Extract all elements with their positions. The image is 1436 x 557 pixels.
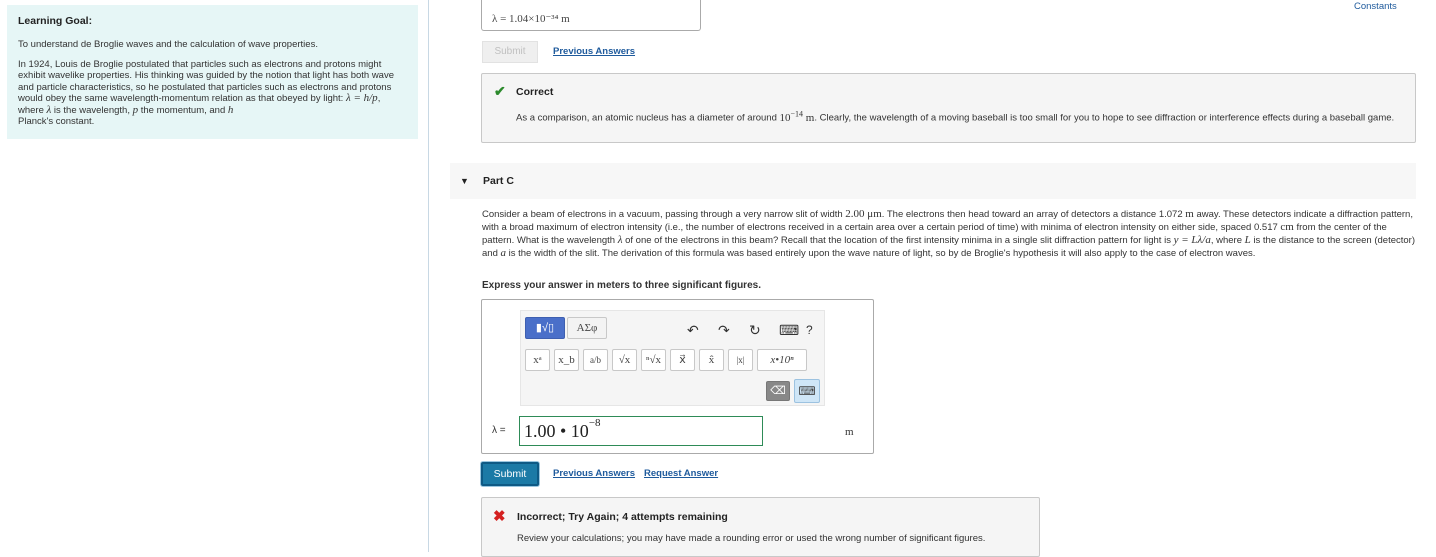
x-icon: ✖ <box>493 508 506 525</box>
keyboard-toggle-icon[interactable]: ⌨ <box>794 379 820 403</box>
learning-goal-panel <box>7 5 418 139</box>
answer-value <box>524 417 601 442</box>
formula: λ = h/p <box>345 92 378 104</box>
answer-variable-label: λ = <box>492 425 506 436</box>
previous-answers-link[interactable]: Previous Answers <box>553 468 636 479</box>
column-divider <box>428 0 429 552</box>
text: is the wavelength, <box>51 104 133 116</box>
symbol-p: p <box>132 103 139 116</box>
request-answer-link[interactable]: Request Answer <box>644 468 719 479</box>
text: is the distance to the screen (detector) and <box>482 235 1415 259</box>
slit-width: 2.00 μm <box>845 208 882 220</box>
answer-unit: m <box>845 426 854 438</box>
keyboard-shortcuts-icon[interactable]: ⌨ <box>779 322 800 338</box>
text: , where <box>1210 235 1245 246</box>
text: away. These detectors indicate a diffraction pattern, with a broad maximum of electron intensity (i.e., the number of electrons received in a certain area over a certain period of time) with minima of electron intensity on either side, spaced 0.517 <box>482 209 1413 233</box>
symbol-lambda: λ <box>46 103 52 116</box>
learning-goal-intro: To understand de Broglie waves and the calculation of wave properties. <box>18 39 318 50</box>
square-root-button[interactable]: √x <box>612 349 637 371</box>
backspace-icon[interactable]: ⌫ <box>766 381 790 401</box>
scientific-notation-button[interactable]: x•10ⁿ <box>757 349 807 371</box>
exponent: −8 <box>588 417 601 429</box>
part-c-label: Part C <box>483 175 514 187</box>
text: of one of the electrons in this beam? Recall that the location of the first intensity minima in a single slit diffraction pattern for light is <box>622 235 1174 246</box>
symbol-lambda: λ <box>617 234 623 246</box>
text: Consider a beam of electrons in a vacuum, passing through a very narrow slit of width <box>482 209 846 220</box>
templates-button[interactable]: ▮√▯ <box>525 317 565 339</box>
answer-entry-box <box>481 299 874 454</box>
previous-answer-box <box>481 0 701 31</box>
symbol-L: L <box>1244 234 1251 246</box>
previous-submit-button[interactable]: Submit <box>482 41 538 63</box>
incorrect-title: Incorrect; Try Again; 4 attempts remaining <box>517 511 728 523</box>
num: 10 <box>779 111 791 124</box>
incorrect-feedback <box>481 497 1040 557</box>
greek-symbols-button[interactable]: ΑΣφ <box>567 317 607 339</box>
unit: m <box>1185 208 1194 220</box>
text: the momentum, and <box>138 104 228 116</box>
collapse-triangle-icon[interactable]: ▼ <box>460 176 469 186</box>
superscript-button[interactable]: xᵃ <box>525 349 550 371</box>
formula: y = Lλ/a <box>1173 234 1211 246</box>
question-text <box>482 208 1416 260</box>
unit: cm <box>1280 221 1294 233</box>
symbol-a: a <box>500 247 506 259</box>
text: , where <box>18 93 381 116</box>
mantissa: 1.00 • 10 <box>524 421 589 441</box>
undo-icon[interactable]: ↶ <box>687 322 699 338</box>
symbol-h: h <box>227 103 234 116</box>
correct-feedback <box>481 73 1416 143</box>
exp: −14 <box>790 109 804 118</box>
nth-root-button[interactable]: ⁿ√x <box>641 349 666 371</box>
text: As a comparison, an atomic nucleus has a diameter of around <box>516 112 780 124</box>
previous-answers-link-top[interactable]: Previous Answers <box>553 46 636 57</box>
text: . Clearly, the wavelength of a moving baseball is too small for you to hope to see diffraction or interference effects during a baseball game. <box>814 112 1395 124</box>
incorrect-body: Review your calculations; you may have made a rounding error or used the wrong number of significant figures. <box>517 533 986 544</box>
text: is the width of the slit. The derivation of this formula was based entirely upon the wave nature of light, so by de Broglie's hypothesis it will also apply to the case of electron waves. <box>506 248 1256 259</box>
text: Planck's constant. <box>18 116 95 127</box>
help-icon[interactable]: ? <box>806 323 813 337</box>
check-icon: ✔ <box>494 83 506 99</box>
math-toolbar <box>520 310 825 406</box>
fraction-button[interactable]: a/b <box>583 349 608 371</box>
redo-icon[interactable]: ↷ <box>718 322 730 338</box>
text: from the center of the pattern. What is the wavelength <box>482 222 1387 246</box>
constants-link[interactable]: Constants <box>1354 1 1397 12</box>
reset-icon[interactable]: ↻ <box>749 322 761 338</box>
learning-goal-paragraph <box>18 59 407 128</box>
nucleus-diameter <box>779 109 815 124</box>
answer-instruction: Express your answer in meters to three significant figures. <box>482 280 761 291</box>
unit-vector-button[interactable]: x̂ <box>699 349 724 371</box>
previous-answer-text: λ = 1.04×10⁻³⁴ m <box>492 13 570 25</box>
text: . The electrons then head toward an array of detectors a distance 1.072 <box>881 209 1186 220</box>
text: In 1924, Louis de Broglie postulated that particles such as electrons and protons might exhibit wavelike properties. His thinking was guided by the notion that light has both wave and particle characteristics, so he postulated that particles such as electrons and protons would obey the same wavelength-momentum relation as that obeyed by light: <box>18 58 394 104</box>
subscript-button[interactable]: x_b <box>554 349 579 371</box>
learning-goal-title: Learning Goal: <box>18 15 93 27</box>
absolute-value-button[interactable]: |x| <box>728 349 753 371</box>
feedback-body <box>516 108 1406 125</box>
submit-button[interactable]: Submit <box>481 462 539 486</box>
part-c-header[interactable] <box>450 163 1416 199</box>
vector-button[interactable]: x⃗ <box>670 349 695 371</box>
answer-input[interactable] <box>519 416 763 446</box>
feedback-title: Correct <box>516 86 554 98</box>
unit: m <box>803 111 815 124</box>
